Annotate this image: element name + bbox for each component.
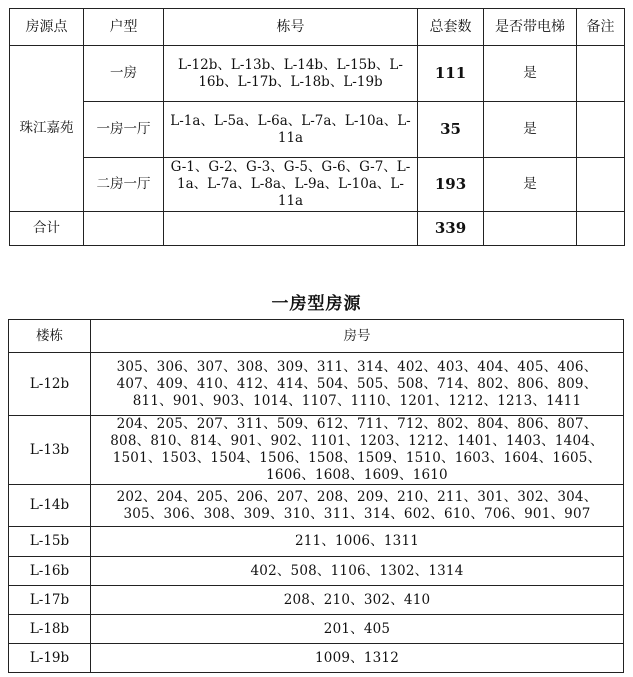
header-count: 总套数 — [418, 9, 484, 46]
table-row — [9, 353, 624, 416]
building-cell: L-13b — [9, 416, 91, 485]
total-empty-cell — [484, 212, 577, 246]
building-cell: L-12b — [9, 353, 91, 416]
rooms-cell: 208、210、302、410 — [91, 586, 624, 615]
total-empty-cell — [577, 212, 625, 246]
total-count: 339 — [418, 212, 484, 246]
rooms-cell: 204、205、207、311、509、612、711、712、802、804、806、807、808、810、814、901、902、1101、1203、1212、1401、1403、1404、1501、1503、1504、1506、1508、1509、1510、1603、1604、1605、1606、1608、1609、1610 — [91, 416, 624, 485]
note-cell — [577, 158, 625, 212]
building-cell: L-14b — [9, 485, 91, 527]
table-row — [9, 644, 624, 673]
building-cell: L-17b — [9, 586, 91, 615]
header-type: 户型 — [84, 9, 164, 46]
header-buildings: 栋号 — [164, 9, 418, 46]
summary-table — [9, 8, 625, 246]
table-row — [10, 158, 625, 212]
rooms-cell: 305、306、307、308、309、311、314、402、403、404、405、406、407、409、410、412、414、504、505、508、714、802、806、809、811、901、903、1014、1107、1110、1201、1212、1213、1411 — [91, 353, 624, 416]
building-cell: L-16b — [9, 557, 91, 586]
table-row — [10, 102, 625, 158]
elevator-cell: 是 — [484, 102, 577, 158]
table-row — [9, 416, 624, 485]
rooms-cell: 402、508、1106、1302、1314 — [91, 557, 624, 586]
table-row — [9, 527, 624, 557]
building-cell: L-15b — [9, 527, 91, 557]
type-cell: 一房 — [84, 46, 164, 102]
table-row — [9, 615, 624, 644]
rooms-table — [8, 319, 624, 673]
header-rooms: 房号 — [91, 320, 624, 353]
total-label: 合计 — [10, 212, 84, 246]
rooms-header-row — [9, 320, 624, 353]
total-empty-cell — [84, 212, 164, 246]
note-cell — [577, 102, 625, 158]
type-cell: 一房一厅 — [84, 102, 164, 158]
section-title: 一房型房源 — [271, 294, 362, 314]
type-cell: 二房一厅 — [84, 158, 164, 212]
table-row — [9, 586, 624, 615]
buildings-cell: L-1a、L-5a、L-6a、L-7a、L-10a、L-11a — [164, 102, 418, 158]
buildings-cell: L-12b、L-13b、L-14b、L-15b、L-16b、L-17b、L-18b、L-19b — [164, 46, 418, 102]
note-cell — [577, 46, 625, 102]
rooms-cell: 202、204、205、206、207、208、209、210、211、301、302、304、305、306、308、309、310、311、314、602、610、706、901、907 — [91, 485, 624, 527]
summary-header-row — [10, 9, 625, 46]
rooms-cell: 1009、1312 — [91, 644, 624, 673]
table-row — [9, 557, 624, 586]
elevator-cell: 是 — [484, 46, 577, 102]
table-row — [10, 46, 625, 102]
elevator-cell: 是 — [484, 158, 577, 212]
table-row — [9, 485, 624, 527]
rooms-cell: 201、405 — [91, 615, 624, 644]
header-building: 楼栋 — [9, 320, 91, 353]
header-elevator: 是否带电梯 — [484, 9, 577, 46]
header-site: 房源点 — [10, 9, 84, 46]
rooms-cell: 211、1006、1311 — [91, 527, 624, 557]
building-cell: L-18b — [9, 615, 91, 644]
buildings-cell: G-1、G-2、G-3、G-5、G-6、G-7、L-1a、L-7a、L-8a、L-9a、L-10a、L-11a — [164, 158, 418, 212]
site-cell: 珠江嘉苑 — [10, 46, 84, 212]
total-row — [10, 212, 625, 246]
count-cell: 35 — [418, 102, 484, 158]
total-empty-cell — [164, 212, 418, 246]
header-note: 备注 — [577, 9, 625, 46]
count-cell: 111 — [418, 46, 484, 102]
count-cell: 193 — [418, 158, 484, 212]
building-cell: L-19b — [9, 644, 91, 673]
